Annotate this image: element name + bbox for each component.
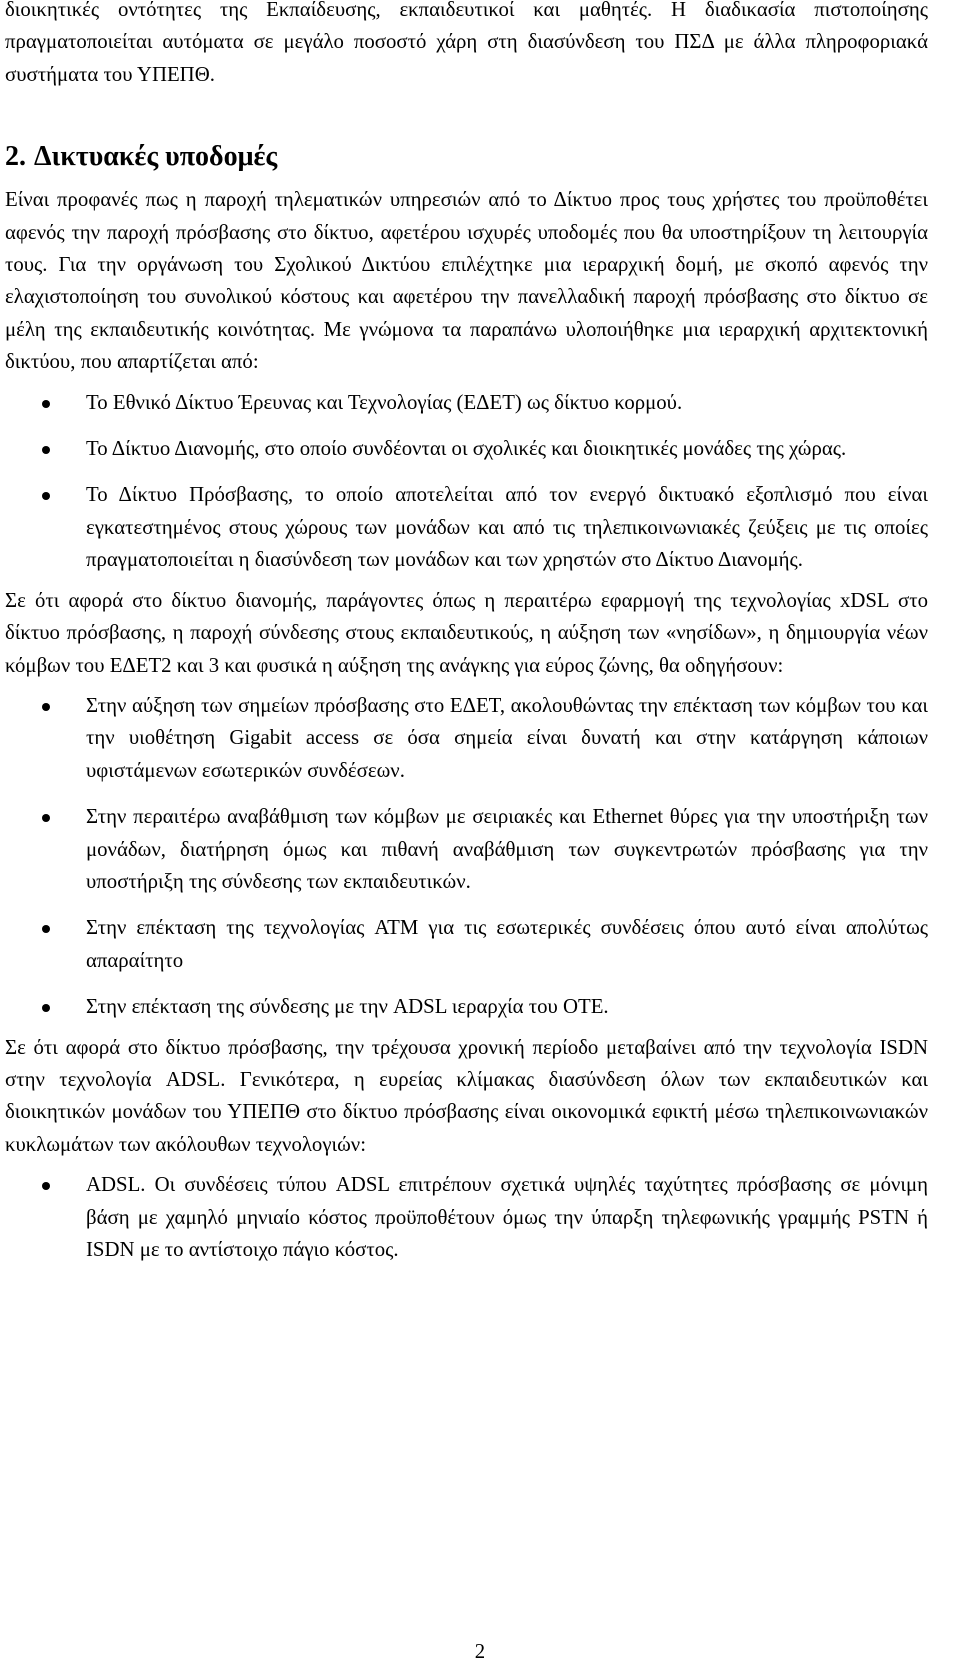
bullet-icon bbox=[42, 400, 50, 408]
page-content bbox=[5, 0, 928, 1274]
bullet-icon bbox=[42, 703, 50, 711]
bullet-icon bbox=[42, 492, 50, 500]
list-item bbox=[5, 387, 928, 419]
bullet-icon bbox=[42, 446, 50, 454]
list-item-text: ADSL. Οι συνδέσεις τύπου ADSL επιτρέπουν σχετικά υψηλές ταχύτητες πρόσβασης σε μόνιμη βάση με χαμηλό μηνιαίο κόστος προϋποθέτουν όμως την ύπαρξη τηλεφωνικής γραμμής PSTN ή ISDN με το αντίστοιχο πάγιο κόστος. bbox=[86, 1173, 929, 1261]
list-item bbox=[5, 912, 928, 977]
page-number: 2 bbox=[474, 1640, 486, 1663]
list-item bbox=[5, 690, 928, 787]
list-item-text: Στην αύξηση των σημείων πρόσβασης στο ΕΔΕΤ, ακολουθώντας την επέκταση των κόμβων του και την υιοθέτηση Gigabit access σε όσα σημεία είναι δυνατή και στην κατάργηση κάποιων υφιστάμενων εσωτερικών συνδέσεων. bbox=[86, 693, 928, 782]
list-item-text: Στην επέκταση της τεχνολογίας ATM για τις εσωτερικές συνδέσεις όπου αυτό είναι απολύτως απαραίτητο bbox=[86, 916, 928, 972]
section-heading bbox=[5, 139, 928, 175]
distribution-network-paragraph: Σε ότι αφορά στο δίκτυο διανομής, παράγοντες όπως η περαιτέρω εφαρμογή της τεχνολογίας xDSL στο δίκτυο πρόσβασης, η παροχή σύνδεσης στους εκπαιδευτικούς, η αύξηση των «νησίδων», η δημιουργία νέων κόμβων του ΕΔΕΤ2 και 3 και φυσικά η αύξηση της ανάγκης για εύρος ζώνης, θα οδηγήσουν: bbox=[5, 588, 928, 677]
access-network-paragraph: Σε ότι αφορά στο δίκτυο πρόσβασης, την τρέχουσα χρονική περίοδο μεταβαίνει από την τεχνολογία ISDN στην τεχνολογία ADSL. Γενικότερα, η ευρείας κλίμακας διασύνδεση όλων των εκπαιδευτικών και διοικητικών μονάδων του ΥΠΕΠΘ στο δίκτυο πρόσβασης είναι οικονομικά εφικτή μέσω τηλεπικοινωνιακών κυκλωμάτων των ακόλουθων τεχνολογιών: bbox=[5, 1035, 928, 1156]
list-item bbox=[5, 433, 928, 465]
list-item-text: Το Δίκτυο Διανομής, στο οποίο συνδέονται οι σχολικές και διοικητικές μονάδες της χώρας. bbox=[86, 437, 847, 461]
intro-paragraph: διοικητικές οντότητες της Εκπαίδευσης, εκπαιδευτικοί και μαθητές. Η διαδικασία πιστοποίησης πραγματοποιείται αυτόματα σε μεγάλο ποσοστό χάρη στη διασύνδεση του ΠΣΔ με άλλα πληροφοριακά συστήματα του ΥΠΕΠΘ. bbox=[5, 0, 928, 86]
list-item bbox=[5, 801, 928, 898]
list-item-text: Το Εθνικό Δίκτυο Έρευνας και Τεχνολογίας (ΕΔΕΤ) ως δίκτυο κορμού. bbox=[86, 390, 683, 414]
bullet-icon bbox=[42, 1004, 50, 1012]
bullet-icon bbox=[42, 925, 50, 933]
distribution-outcomes-list bbox=[5, 690, 928, 1024]
list-item-text: Στην περαιτέρω αναβάθμιση των κόμβων με σειριακές και Ethernet θύρες για την υποστήριξη των μονάδων, διατήρηση όμως και πιθανή αναβάθμιση των συγκεντρωτών πρόσβασης για την υποστήριξη της σύνδεσης των εκπαιδευτικών. bbox=[86, 805, 928, 893]
access-technologies-list bbox=[5, 1169, 928, 1266]
list-item bbox=[5, 991, 928, 1023]
bullet-icon bbox=[42, 1182, 50, 1190]
list-item-text: Το Δίκτυο Πρόσβασης, το οποίο αποτελείται από τον ενεργό δικτυακό εξοπλισμό που είναι εγκατεστημένος στους χώρους των μονάδων και από τις τηλεπικοινωνιακές ζεύξεις με τις οποίες πραγματοποιείται η διασύνδεση των μονάδων και των χρηστών στο Δίκτυο Διανομής. bbox=[86, 483, 928, 572]
list-item bbox=[5, 479, 928, 576]
section-number: 2. bbox=[5, 141, 26, 173]
network-intro-paragraph: Είναι προφανές πως η παροχή τηλεματικών υπηρεσιών από το Δίκτυο προς τους χρήστες του προϋποθέτει αφενός την παροχή πρόσβασης στο δίκτυο, αφετέρου ισχυρές υποδομές που θα υποστηρίξουν τη λειτουργία τους. Για την οργάνωση του Σχολικού Δικτύου επιλέχτηκε μια ιεραρχική δομή, με σκοπό αφενός την ελαχιστοποίηση του συνολικού κόστους και αφετέρου την πανελλαδική παροχή πρόσβασης στο δίκτυο σε μέλη της εκπαιδευτικής κοινότητας. Με γνώμονα τα παραπάνω υλοποιήθηκε μια ιεραρχική αρχιτεκτονική δικτύου, που απαρτίζεται από: bbox=[5, 188, 928, 374]
architecture-list bbox=[5, 387, 928, 577]
list-item bbox=[5, 1169, 928, 1266]
section-title: Δικτυακές υποδομές bbox=[34, 141, 278, 173]
bullet-icon bbox=[42, 814, 50, 822]
list-item-text: Στην επέκταση της σύνδεσης με την ADSL ιεραρχία του ΟΤΕ. bbox=[86, 995, 609, 1019]
